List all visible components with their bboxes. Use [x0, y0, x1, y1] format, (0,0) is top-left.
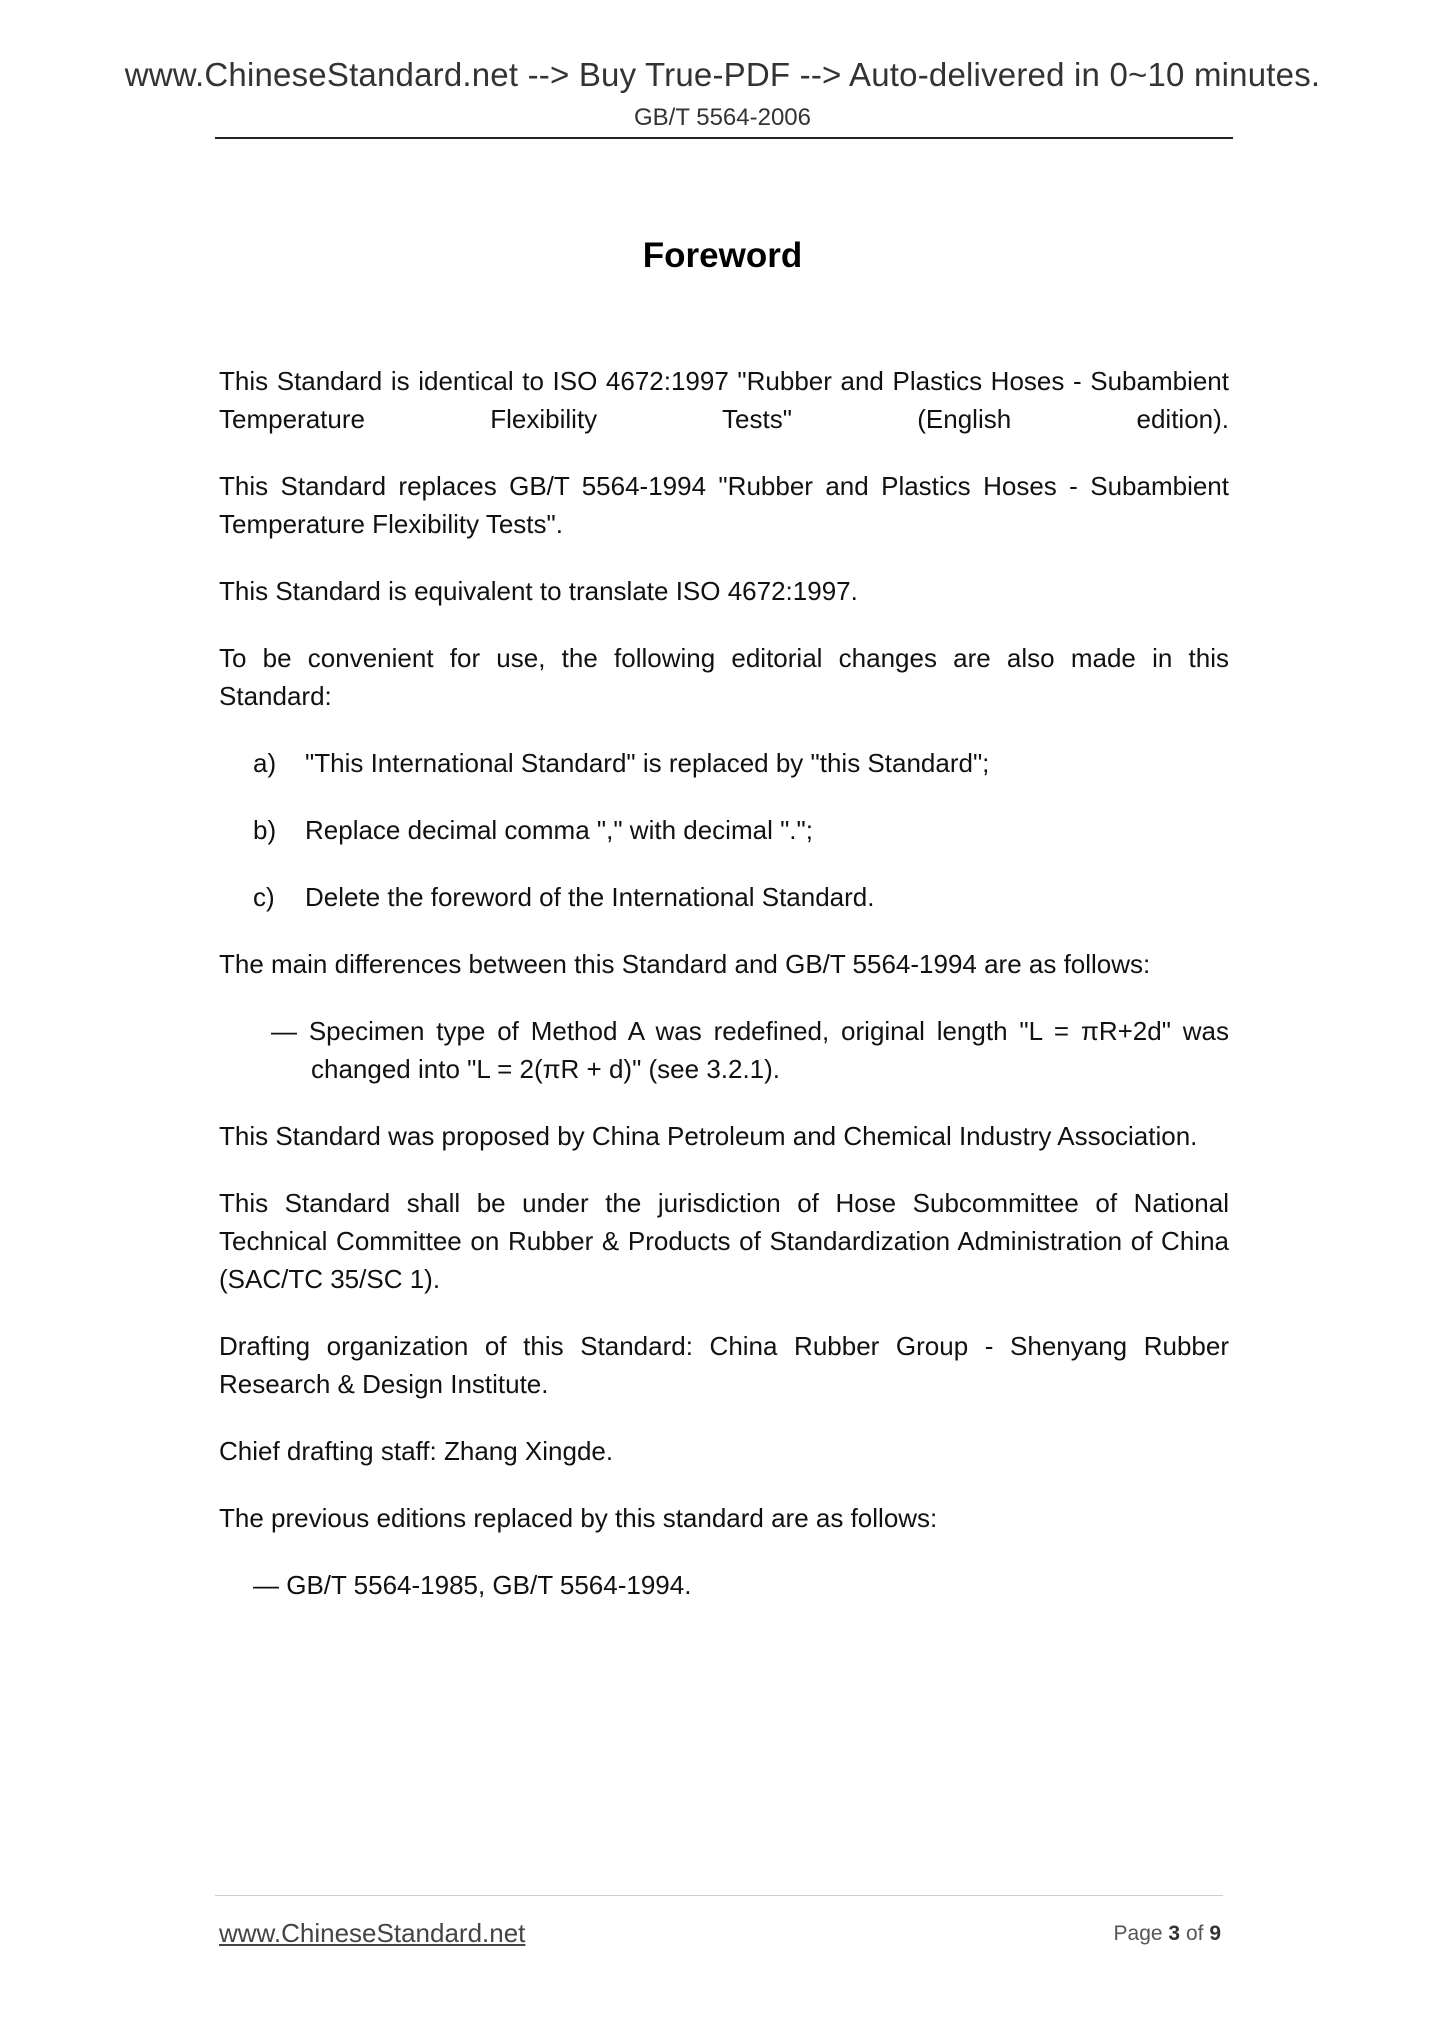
page-of-label: of: [1185, 1922, 1204, 1945]
list-item: [253, 744, 1229, 782]
footer-website-link[interactable]: www.ChineseStandard.net: [219, 1918, 526, 1948]
paragraph-previous-editions: The previous editions replaced by this standard are as follows:: [219, 1503, 938, 1533]
page-current: 3: [1168, 1922, 1181, 1945]
list-item: [253, 811, 1229, 849]
list-item-text: Delete the foreword of the International Standard.: [305, 882, 875, 912]
site-banner: www.ChineseStandard.net --> Buy True-PDF --> Auto-delivered in 0~10 minutes.: [124, 56, 1321, 93]
list-item-text: Replace decimal comma "," with decimal ".";: [305, 815, 813, 845]
paragraph-identical: This Standard is identical to ISO 4672:1997 "Rubber and Plastics Hoses - Subambient Temperature Flexibility Tests" (English edition).: [219, 366, 1229, 434]
standard-code: GB/T 5564-2006: [633, 104, 811, 131]
previous-editions-item: — GB/T 5564-1985, GB/T 5564-1994.: [253, 1570, 692, 1600]
editorial-changes-list: [253, 744, 1229, 916]
paragraph-equivalent: This Standard is equivalent to translate ISO 4672:1997.: [219, 576, 858, 606]
list-item: [253, 878, 1229, 916]
page-label: Page: [1113, 1922, 1163, 1945]
paragraph-differences-intro: The main differences between this Standard and GB/T 5564-1994 are as follows:: [219, 949, 1151, 979]
difference-item: — Specimen type of Method A was redefined, original length "L = πR+2d" was changed into "L = 2(πR + d)" (see 3.2.1).: [271, 1016, 1229, 1084]
footer-divider: [215, 1895, 1223, 1896]
paragraph-proposed-by: This Standard was proposed by China Petroleum and Chemical Industry Association.: [219, 1121, 1198, 1151]
paragraph-drafting-organization: Drafting organization of this Standard: China Rubber Group - Shenyang Rubber Research & Design Institute.: [219, 1331, 1229, 1399]
list-item-label: a): [253, 748, 277, 778]
list-item-text: "This International Standard" is replaced by "this Standard";: [305, 748, 990, 778]
paragraph-jurisdiction: This Standard shall be under the jurisdiction of Hose Subcommittee of National Technical Committee on Rubber & Products of Standardization Administration of China (SAC/TC 35/SC 1).: [219, 1188, 1229, 1294]
list-item-label: b): [253, 815, 277, 845]
paragraph-editorial-intro: To be convenient for use, the following editorial changes are also made in this Standard:: [219, 643, 1229, 711]
page-title: Foreword: [642, 236, 803, 275]
list-item-label: c): [253, 882, 275, 912]
page-total: 9: [1209, 1922, 1221, 1945]
paragraph-drafting-staff: Chief drafting staff: Zhang Xingde.: [219, 1436, 614, 1466]
page-number: [1005, 1922, 1221, 1946]
paragraph-replaces: This Standard replaces GB/T 5564-1994 "Rubber and Plastics Hoses - Subambient Temperature Flexibility Tests".: [219, 471, 1229, 539]
header-divider: [215, 137, 1233, 139]
foreword-body: [219, 362, 1229, 1633]
